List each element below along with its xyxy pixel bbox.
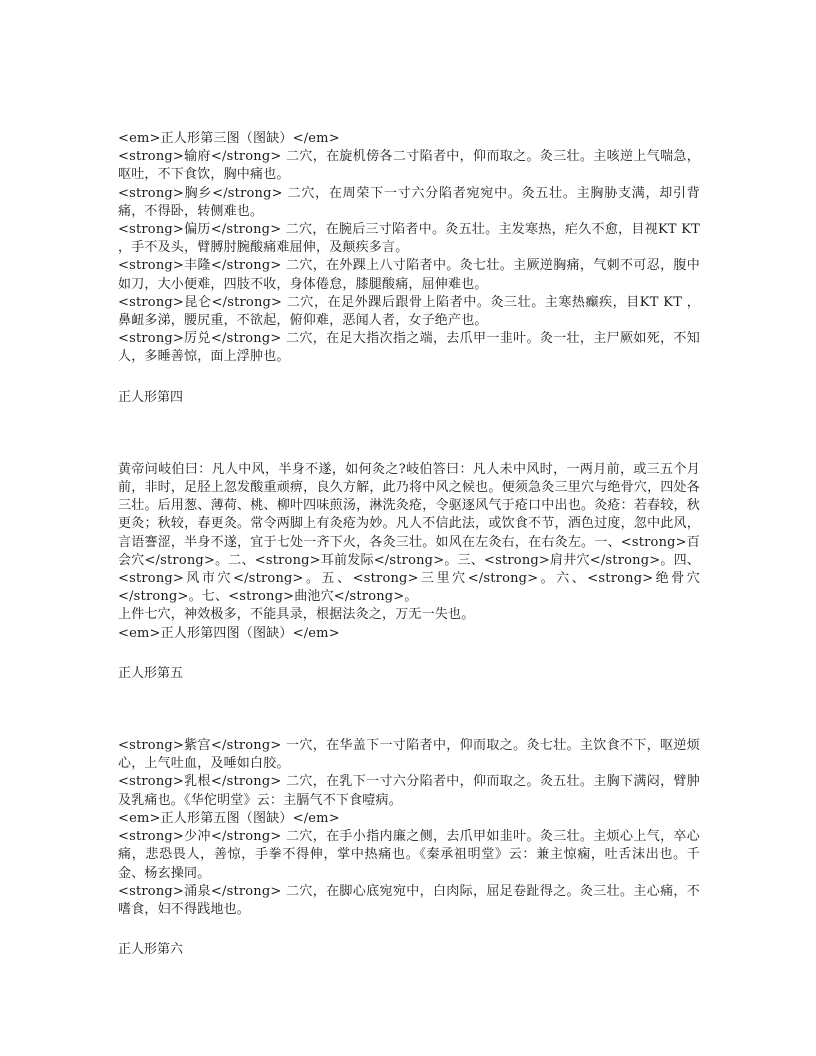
acupoint-entry: <strong>昆仑</strong> 二穴，在足外踝后跟骨上陷者中。灸三壮。主寒热癫疾，目KT KT ，鼻衄多涕，腰尻重，不欲起，俯仰难，恶闻人者，女子绝产也。 xyxy=(118,294,700,329)
spacer xyxy=(118,919,700,941)
section-5 xyxy=(118,665,700,919)
acupoint-entry: <strong>胸乡</strong> 二穴，在周荣下一寸六分陷者宛宛中。灸五壮。主胸胁支满，却引背痛，不得卧，转侧难也。 xyxy=(118,185,700,219)
acupoint-entry: <strong>厉兑</strong> 二穴，在足大指次指之端，去爪甲一韭叶。灸一壮，主尸厥如死，不知人，多睡善惊，面上浮肿也。 xyxy=(118,331,700,365)
spacer xyxy=(118,643,700,665)
acupoint-entry: <strong>偏历</strong> 二穴，在腕后三寸陷者中。灸五壮。主发寒热，疟久不愈，目视KT KT ，手不及头，臂膊肘腕酸痛难屈伸，及颠疾多言。 xyxy=(118,222,700,256)
figure-caption: <em>正人形第四图（图缺）</em> xyxy=(118,625,340,641)
section-heading: 正人形第六 xyxy=(118,942,184,958)
acupoint-entry: <strong>紫宫</strong> 一穴，在华盖下一寸陷者中，仰而取之。灸七壮。主饮食不下，呕逆烦心，上气吐血，及唾如白胶。 xyxy=(118,738,700,772)
spacer xyxy=(118,367,700,389)
acupoint-entry: <strong>少冲</strong> 二穴，在手小指内廉之侧，去爪甲如韭叶。灸三壮。主烦心上气，卒心痛，悲恐畏人，善惊，手拳不得伸，掌中热痛也。《秦承祖明堂》云：兼主惊痫，吐舌沫出也。千金、杨玄操同。 xyxy=(118,829,700,881)
acupoint-entry: <strong>输府</strong> 二穴，在旋机傍各二寸陷者中，仰而取之。灸三壮。主咳逆上气喘急，呕吐，不下食饮，胸中痛也。 xyxy=(118,149,700,183)
spacer xyxy=(118,683,700,737)
spacer xyxy=(118,407,700,461)
acupoint-entry: <strong>乳根</strong> 二穴，在乳下一寸六分陷者中，仰而取之。灸五壮。主胸下满闷，臂肿及乳痛也。《华佗明堂》云：主膈气不下食噎病。 xyxy=(118,774,700,808)
section-heading: 正人形第五 xyxy=(118,665,184,681)
figure-caption: <em>正人形第三图（图缺）</em> xyxy=(118,131,340,146)
body-paragraph: 黄帝问岐伯曰：凡人中风，半身不遂，如何灸之?岐伯答曰：凡人未中风时，一两月前，或三五个月前，非时，足胫上忽发酸重顽痹，良久方解，此乃将中风之候也。便须急灸三里穴与绝骨穴，四处各三壮。后用葱、薄荷、桃、柳叶四味煎汤，淋洗灸疮，令驱逐风气于疮口中出也。灸疮：若春较，秋更灸；秋较，春更灸。常令两脚上有灸疮为妙。凡人不信此法，或饮食不节，酒色过度，忽中此风，言语謇涩，半身不遂，宜于七处一齐下火，各灸三壮。如风在左灸右，在右灸左。一、<strong>百会穴</strong>。二、<strong>耳前发际</strong>。三、<strong>肩井穴</strong>。四、<strong>风市穴</strong>。五、<strong>三里穴</strong>。六、<strong>绝骨穴</strong>。七、<strong>曲池穴</strong>。 xyxy=(118,461,700,605)
section-6 xyxy=(118,941,700,959)
body-paragraph: 上件七穴，神效极多，不能具录，根据法灸之，万无一失也。 xyxy=(118,607,475,623)
document-page xyxy=(118,130,700,959)
section-heading: 正人形第四 xyxy=(118,389,184,405)
figure-caption: <em>正人形第五图（图缺）</em> xyxy=(118,810,340,826)
acupoint-entry: <strong>涌泉</strong> 二穴，在脚心底宛宛中，白肉际，屈足卷趾得之。灸三壮。主心痛，不嗜食，妇不得践地也。 xyxy=(118,883,700,917)
section-3 xyxy=(118,130,700,367)
acupoint-entry: <strong>丰隆</strong> 二穴，在外踝上八寸陷者中。灸七壮。主厥逆胸痛，气刺不可忍，腹中如刀，大小便难，四肢不收，身体倦怠，膝腿酸痛，屈伸难也。 xyxy=(118,258,700,292)
section-4 xyxy=(118,389,700,643)
